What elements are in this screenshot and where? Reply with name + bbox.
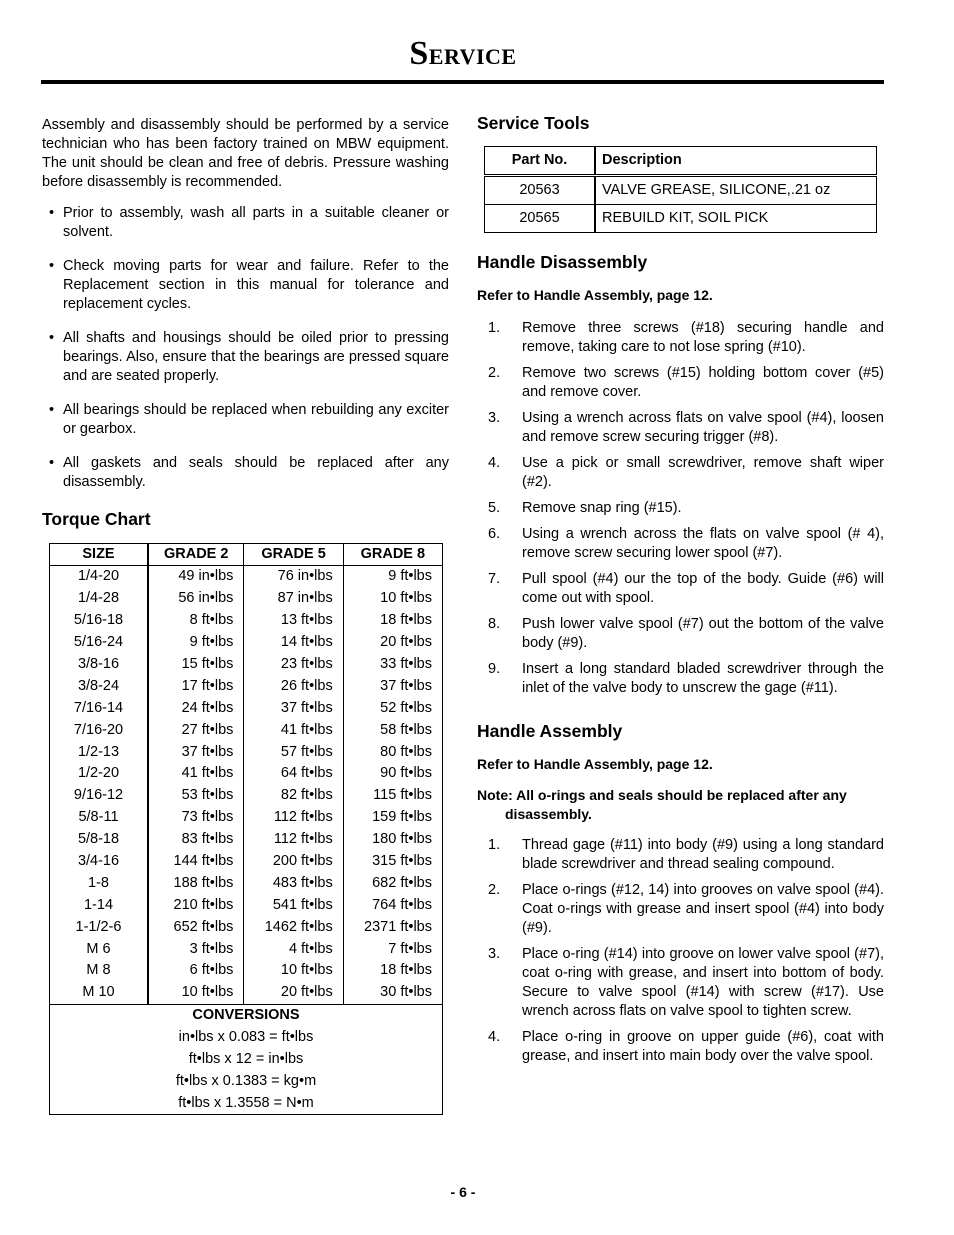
torque-value-cell: 20 ft•lbs	[343, 632, 442, 654]
torque-value-cell: 82 ft•lbs	[244, 785, 343, 807]
step-number: 2.	[488, 882, 501, 898]
torque-value-cell: 6 ft•lbs	[148, 960, 244, 982]
torque-value-cell: 1462 ft•lbs	[244, 916, 343, 938]
step-text: Use a pick or small screwdriver, remove shaft wiper (#2).	[522, 455, 884, 490]
list-item	[477, 615, 884, 653]
torque-table	[49, 543, 443, 1115]
conversions-title-row	[50, 1004, 443, 1026]
torque-value-cell: 210 ft•lbs	[148, 894, 244, 916]
size-cell: 7/16-14	[50, 697, 149, 719]
size-cell: 3/8-16	[50, 654, 149, 676]
torque-value-cell: 115 ft•lbs	[343, 785, 442, 807]
size-cell: 5/16-24	[50, 632, 149, 654]
torque-value-cell: 159 ft•lbs	[343, 807, 442, 829]
list-item	[477, 1028, 884, 1066]
step-number: 4.	[488, 455, 501, 471]
step-text: Remove three screws (#18) securing handle and remove, taking care to not lose spring (#10).	[522, 320, 884, 355]
list-item	[477, 364, 884, 402]
size-cell: 1-1/2-6	[50, 916, 149, 938]
table-row	[485, 176, 877, 205]
size-cell: 5/16-18	[50, 610, 149, 632]
torque-value-cell: 49 in•lbs	[148, 566, 244, 588]
torque-value-cell: 41 ft•lbs	[244, 719, 343, 741]
disassembly-reference: Refer to Handle Assembly, page 12.	[477, 287, 713, 303]
torque-value-cell: 3 ft•lbs	[148, 938, 244, 960]
table-row	[50, 675, 443, 697]
size-cell: 3/8-24	[50, 675, 149, 697]
list-item	[477, 660, 884, 698]
torque-value-cell: 83 ft•lbs	[148, 829, 244, 851]
step-text: Insert a long standard bladed screwdriver through the inlet of the valve body to unscrew the gage (#11).	[522, 661, 884, 696]
step-number: 1.	[488, 837, 501, 853]
step-text: Using a wrench across flats on valve spool (#4), loosen and remove screw securing trigger (#8).	[522, 410, 884, 445]
table-row	[50, 960, 443, 982]
service-tools-heading: Service Tools	[477, 113, 590, 133]
table-row	[50, 785, 443, 807]
torque-value-cell: 10 ft•lbs	[244, 960, 343, 982]
step-number: 2.	[488, 365, 501, 381]
step-number: 9.	[488, 661, 501, 677]
table-row	[50, 851, 443, 873]
list-item	[477, 409, 884, 447]
handle-disassembly-heading: Handle Disassembly	[477, 252, 648, 272]
torque-value-cell: 483 ft•lbs	[244, 872, 343, 894]
step-number: 6.	[488, 526, 501, 542]
size-cell: 1-8	[50, 872, 149, 894]
step-number: 3.	[488, 410, 501, 426]
right-column	[477, 114, 884, 1073]
table-row	[50, 829, 443, 851]
conversions-title: CONVERSIONS	[50, 1004, 443, 1026]
table-row	[50, 566, 443, 588]
size-cell: 1/2-13	[50, 741, 149, 763]
conversion-formula: ft•lbs x 12 = in•lbs	[50, 1049, 443, 1071]
page-title: Service	[409, 35, 517, 72]
torque-value-cell: 10 ft•lbs	[148, 982, 244, 1004]
torque-value-cell: 14 ft•lbs	[244, 632, 343, 654]
table-row	[50, 938, 443, 960]
size-cell: 1/4-20	[50, 566, 149, 588]
conversion-formula: ft•lbs x 0.1383 = kg•m	[50, 1070, 443, 1092]
torque-value-cell: 17 ft•lbs	[148, 675, 244, 697]
step-text: Remove snap ring (#15).	[522, 500, 682, 516]
table-row	[50, 632, 443, 654]
torque-value-cell: 53 ft•lbs	[148, 785, 244, 807]
step-text: Remove two screws (#15) holding bottom cover (#5) and remove cover.	[522, 365, 884, 400]
torque-value-cell: 20 ft•lbs	[244, 982, 343, 1004]
torque-value-cell: 10 ft•lbs	[343, 588, 442, 610]
torque-value-cell: 64 ft•lbs	[244, 763, 343, 785]
torque-value-cell: 144 ft•lbs	[148, 851, 244, 873]
torque-value-cell: 26 ft•lbs	[244, 675, 343, 697]
step-number: 1.	[488, 320, 501, 336]
torque-value-cell: 4 ft•lbs	[244, 938, 343, 960]
list-item	[477, 499, 884, 518]
step-text: Push lower valve spool (#7) out the bottom of the valve body (#9).	[522, 616, 884, 651]
list-item	[477, 945, 884, 1021]
step-text: Thread gage (#11) into body (#9) using a long standard blade screwdriver and thread sealing compound.	[522, 837, 884, 872]
torque-value-cell: 33 ft•lbs	[343, 654, 442, 676]
list-item	[477, 570, 884, 608]
handle-assembly-heading: Handle Assembly	[477, 721, 623, 741]
torque-value-cell: 18 ft•lbs	[343, 960, 442, 982]
precaution-list	[42, 204, 449, 492]
list-item: • All bearings should be replaced when rebuilding any exciter or gearbox.	[49, 402, 449, 437]
step-text: Using a wrench across the flats on valve spool (# 4), remove screw securing lower spool (#7).	[522, 526, 884, 561]
assembly-reference: Refer to Handle Assembly, page 12.	[477, 756, 713, 772]
table-row	[50, 872, 443, 894]
title-rule	[41, 80, 884, 84]
assembly-steps	[477, 836, 884, 1066]
torque-value-cell: 9 ft•lbs	[343, 566, 442, 588]
column-header: Description	[595, 147, 877, 176]
torque-value-cell: 37 ft•lbs	[148, 741, 244, 763]
step-text: Place o-rings (#12, 14) into grooves on valve spool (#4). Coat o-rings with grease and insert spool (#4) into body (#9).	[522, 882, 884, 936]
torque-value-cell: 8 ft•lbs	[148, 610, 244, 632]
torque-value-cell: 112 ft•lbs	[244, 829, 343, 851]
table-row	[50, 894, 443, 916]
size-cell: M 10	[50, 982, 149, 1004]
list-item	[477, 881, 884, 938]
torque-value-cell: 24 ft•lbs	[148, 697, 244, 719]
torque-value-cell: 87 in•lbs	[244, 588, 343, 610]
step-text: Pull spool (#4) our the top of the body. Guide (#6) will come out with spool.	[522, 571, 884, 606]
column-header: Part No.	[485, 147, 596, 176]
table-row	[50, 763, 443, 785]
column-header: GRADE 5	[244, 544, 343, 566]
torque-value-cell: 652 ft•lbs	[148, 916, 244, 938]
size-cell: 5/8-11	[50, 807, 149, 829]
list-item: • All gaskets and seals should be replaced after any disassembly.	[49, 455, 449, 490]
part-number: 20565	[485, 205, 596, 233]
torque-value-cell: 764 ft•lbs	[343, 894, 442, 916]
step-number: 7.	[488, 571, 501, 587]
torque-value-cell: 56 in•lbs	[148, 588, 244, 610]
torque-value-cell: 200 ft•lbs	[244, 851, 343, 873]
torque-value-cell: 15 ft•lbs	[148, 654, 244, 676]
table-row	[50, 741, 443, 763]
list-item	[477, 454, 884, 492]
table-row	[50, 807, 443, 829]
table-row	[50, 719, 443, 741]
table-row	[50, 916, 443, 938]
torque-table-body	[50, 566, 443, 1115]
column-header: GRADE 2	[148, 544, 244, 566]
step-number: 4.	[488, 1029, 501, 1045]
table-row	[50, 654, 443, 676]
size-cell: 5/8-18	[50, 829, 149, 851]
torque-value-cell: 37 ft•lbs	[244, 697, 343, 719]
torque-value-cell: 13 ft•lbs	[244, 610, 343, 632]
conversion-row	[50, 1070, 443, 1092]
torque-value-cell: 37 ft•lbs	[343, 675, 442, 697]
size-cell: 3/4-16	[50, 851, 149, 873]
torque-value-cell: 52 ft•lbs	[343, 697, 442, 719]
size-cell: M 6	[50, 938, 149, 960]
size-cell: 1/2-20	[50, 763, 149, 785]
torque-value-cell: 180 ft•lbs	[343, 829, 442, 851]
torque-value-cell: 682 ft•lbs	[343, 872, 442, 894]
table-row	[50, 588, 443, 610]
torque-value-cell: 30 ft•lbs	[343, 982, 442, 1004]
torque-value-cell: 27 ft•lbs	[148, 719, 244, 741]
table-row	[50, 982, 443, 1004]
size-cell: M 8	[50, 960, 149, 982]
step-text: Place o-ring (#14) into groove on lower valve spool (#7), coat o-ring with grease, and insert into bottom of body. Secure to valve spool (#14) with screw (#17). Use wrench across flats on valve spool to tighten screw.	[522, 946, 884, 1019]
conversion-row	[50, 1049, 443, 1071]
service-tools-table	[484, 146, 877, 233]
table-header-row	[485, 147, 877, 176]
torque-value-cell: 90 ft•lbs	[343, 763, 442, 785]
torque-value-cell: 7 ft•lbs	[343, 938, 442, 960]
step-number: 3.	[488, 946, 501, 962]
step-number: 8.	[488, 616, 501, 632]
torque-value-cell: 73 ft•lbs	[148, 807, 244, 829]
size-cell: 9/16-12	[50, 785, 149, 807]
torque-value-cell: 41 ft•lbs	[148, 763, 244, 785]
torque-value-cell: 57 ft•lbs	[244, 741, 343, 763]
torque-value-cell: 315 ft•lbs	[343, 851, 442, 873]
torque-value-cell: 80 ft•lbs	[343, 741, 442, 763]
column-header: SIZE	[50, 544, 149, 566]
size-cell: 1/4-28	[50, 588, 149, 610]
conversion-row	[50, 1092, 443, 1114]
disassembly-steps	[477, 319, 884, 698]
left-column	[42, 116, 449, 1115]
table-row	[485, 205, 877, 233]
step-number: 5.	[488, 500, 501, 516]
torque-value-cell: 58 ft•lbs	[343, 719, 442, 741]
table-row	[50, 610, 443, 632]
list-item	[477, 525, 884, 563]
list-item	[477, 836, 884, 874]
torque-value-cell: 9 ft•lbs	[148, 632, 244, 654]
column-header: GRADE 8	[343, 544, 442, 566]
torque-value-cell: 18 ft•lbs	[343, 610, 442, 632]
list-item	[477, 319, 884, 357]
conversion-formula: in•lbs x 0.083 = ft•lbs	[50, 1027, 443, 1049]
torque-value-cell: 2371 ft•lbs	[343, 916, 442, 938]
part-description: REBUILD KIT, SOIL PICK	[595, 205, 877, 233]
part-number: 20563	[485, 176, 596, 205]
intro-paragraph: Assembly and disassembly should be performed by a service technician who has been factory trained on MBW equipment. The unit should be clean and free of debris. Pressure washing before disassembly is recommended.	[42, 117, 449, 190]
page-number: - 6 -	[450, 1184, 476, 1200]
torque-value-cell: 23 ft•lbs	[244, 654, 343, 676]
assembly-note: Note: All o-rings and seals should be replaced after any disassembly.	[477, 787, 847, 822]
conversion-formula: ft•lbs x 1.3558 = N•m	[50, 1092, 443, 1114]
size-cell: 7/16-20	[50, 719, 149, 741]
torque-value-cell: 76 in•lbs	[244, 566, 343, 588]
size-cell: 1-14	[50, 894, 149, 916]
step-text: Place o-ring in groove on upper guide (#6), coat with grease, and insert into main body over the valve spool.	[522, 1029, 884, 1064]
torque-value-cell: 541 ft•lbs	[244, 894, 343, 916]
table-header-row	[50, 544, 443, 566]
torque-value-cell: 188 ft•lbs	[148, 872, 244, 894]
conversion-row	[50, 1027, 443, 1049]
list-item: • Prior to assembly, wash all parts in a suitable cleaner or solvent.	[49, 205, 449, 240]
table-row	[50, 697, 443, 719]
torque-value-cell: 112 ft•lbs	[244, 807, 343, 829]
torque-chart-heading: Torque Chart	[42, 509, 151, 529]
list-item: • Check moving parts for wear and failure. Refer to the Replacement section in this manual for tolerance and replacement cycles.	[49, 258, 449, 312]
list-item: • All shafts and housings should be oiled prior to pressing bearings. Also, ensure that the bearings are pressed square and are seated properly.	[49, 330, 449, 384]
part-description: VALVE GREASE, SILICONE,.21 oz	[595, 176, 877, 205]
